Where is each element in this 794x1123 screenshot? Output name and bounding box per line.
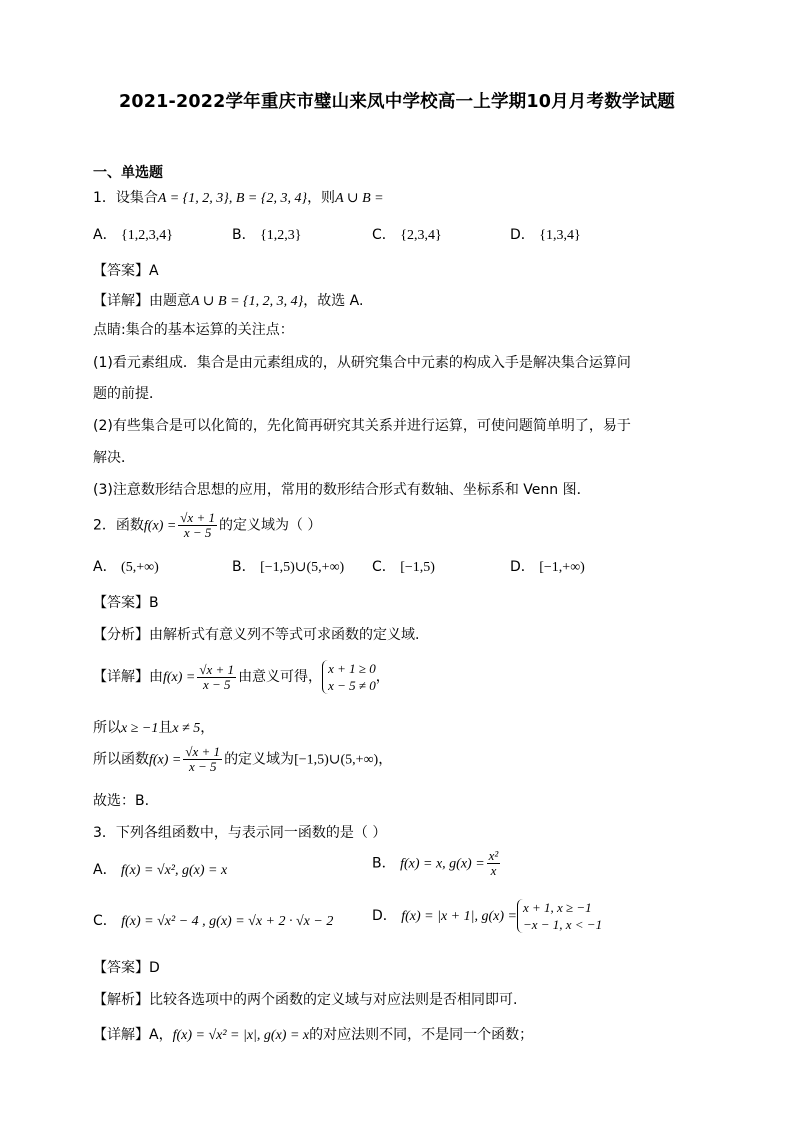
q3-stem: 3．下列各组函数中，与表示同一函数的是（ ） (93, 825, 387, 841)
q1-option-a: A． {1,2,3,4} (93, 227, 173, 243)
q3-option-a: A． f(x) = √x², g(x) = x (93, 862, 228, 878)
q2-option-d: D． [−1,+∞) (510, 559, 585, 575)
q1-option-c: C． {2,3,4} (372, 227, 442, 243)
q1-detail: 【详解】由题意A ∪ B = {1, 2, 3, 4}，故选 A. (93, 293, 364, 309)
q1-note-line: 点睛:集合的基本运算的关注点： (93, 322, 294, 338)
q3-answer: 【答案】D (93, 960, 160, 976)
q2-stem: 2．函数f(x) = $\frac{√x + 1}{x - 5}$ 的定义域为（ ） (93, 510, 322, 540)
q1-note-line: (3)注意数形结合思想的应用，常用的数形结合形式有数轴、坐标系和 Venn 图． (93, 482, 591, 498)
q2-option-a: A． (5,+∞) (93, 559, 159, 575)
q3-option-d: D． f(x) = |x + 1|, g(x) = x + 1, x ≥ −1 −x − 1, x < −1 (372, 900, 603, 932)
q2-line-a: 所以x ≥ −1且x ≠ 5， (93, 720, 215, 736)
q3-analysis: 【解析】比较各选项中的两个函数的定义域与对应法则是否相同即可. (93, 992, 518, 1008)
q2-system: x + 1 ≥ 0 x − 5 ≠ 0 (322, 660, 376, 694)
q1-answer: 【答案】A (93, 263, 159, 279)
q2-choose: 故选：B. (93, 793, 150, 809)
q1-note-line: 解决． (93, 450, 135, 466)
q3-piecewise: x + 1, x ≥ −1 −x − 1, x < −1 (517, 899, 602, 933)
q2-answer: 【答案】B (93, 595, 159, 611)
q1-note-line: (2)有些集合是可以化简的，先化简再研究其关系并进行运算，可使问题简单明了，易于 (93, 418, 631, 434)
q3-option-b: B． f(x) = x, g(x) = $\frac{\text{x²}}{x}$ (372, 848, 499, 878)
q2-analysis: 【分析】由解析式有意义列不等式可求函数的定义域. (93, 627, 420, 643)
q1-stem: 1．设集合A = {1, 2, 3}, B = {2, 3, 4}，则A ∪ B = (93, 190, 384, 206)
q1-note-line: (1)看元素组成．集合是由元素组成的，从研究集合中元素的构成入手是解决集合运算问 (93, 355, 631, 371)
q2-fraction: $\frac{√x + 1}{x - 5}$ (180, 510, 215, 540)
q2-option-c: C． [−1,5) (372, 559, 435, 575)
q1-note-line: 题的前提． (93, 386, 163, 402)
q2-detail: 【详解】由f(x) = $\frac{√x + 1}{x - 5}$ 由意义可得， x + 1 ≥ 0 x − 5 ≠ 0 ， (93, 661, 390, 693)
q2-line-b: 所以函数f(x) = $\frac{√x + 1}{x - 5}$ 的定义域为[−1,5)∪(5,+∞)， (93, 744, 393, 774)
q3-detail: 【详解】A，f(x) = √x² = |x|, g(x) = x的对应法则不同，不是同一个函数； (93, 1027, 534, 1043)
q2-option-b: B． [−1,5)∪(5,+∞) (232, 559, 345, 575)
page-title: 2021-2022学年重庆市璧山来凤中学校高一上学期10月月考数学试题 (118, 92, 676, 112)
q1-option-b: B． {1,2,3} (232, 227, 302, 243)
q1-option-d: D． {1,3,4} (510, 227, 581, 243)
section-heading: 一、单选题 (93, 165, 163, 181)
q3-option-c: C． f(x) = √x² − 4 , g(x) = √x + 2 · √x − 2 (93, 913, 334, 929)
